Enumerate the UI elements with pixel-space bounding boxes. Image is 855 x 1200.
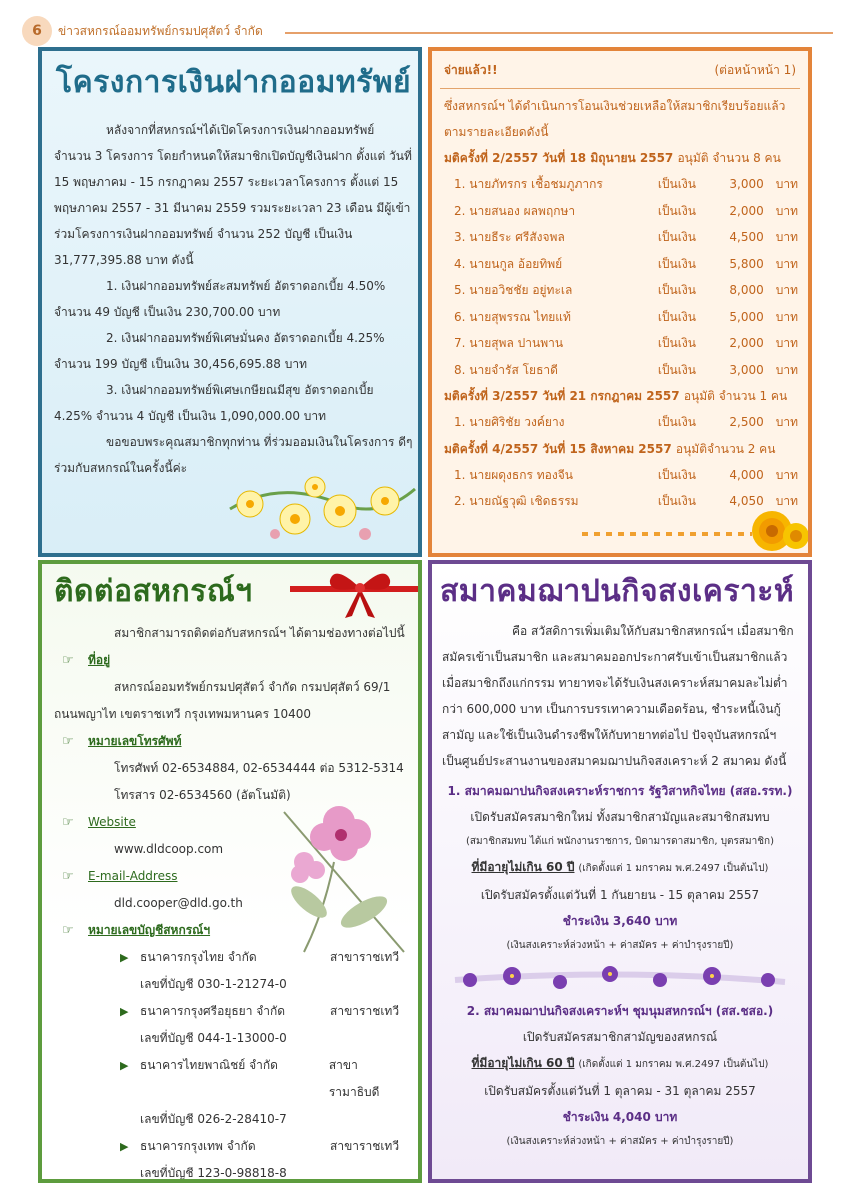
cremation-association-box <box>428 560 812 1183</box>
payment-row: 3. นายธีระ ศรีสังจพล เป็นเงิน 4,500 บาท <box>454 230 798 244</box>
bank-row: ▶ ธนาคารกรุงไทย จำกัด สาขาราชเทวี <box>54 944 408 971</box>
triangle-right-icon: ▶ <box>120 1059 129 1072</box>
association-name: 1. สมาคมฌาปนกิจสงเคราะห์ราชการ รัฐวิสาหกิจไทย (สสอ.รรท.) <box>447 784 793 798</box>
violet-flowers-icon <box>450 960 790 994</box>
resolution-heading <box>444 145 798 171</box>
account-section: ☞ หมายเลขบัญชีสหกรณ์ฯ <box>54 917 408 944</box>
phone-section: ☞ หมายเลขโทรศัพท์ <box>54 728 408 755</box>
triangle-right-icon: ▶ <box>120 1140 129 1153</box>
bank-account: เลขที่บัญชี 123-0-98818-8 <box>140 1166 287 1180</box>
bank-account: เลขที่บัญชี 026-2-28410-7 <box>140 1112 287 1126</box>
resolution-tail: อนุมัติ จำนวน 1 คน <box>683 389 788 403</box>
fee-note: (เงินสงเคราะห์ล่วงหน้า + ค่าสมัคร + ค่าบำรุงรายปี) <box>506 940 734 951</box>
registration-period: เปิดรับสมัครตั้งแต่วันที่ 1 ตุลาคม - 31 ตุลาคม 2557 <box>484 1084 756 1098</box>
marigold-icon <box>582 506 812 556</box>
pointing-hand-icon: ☞ <box>62 653 74 668</box>
paid-body <box>432 89 808 515</box>
phone-number: โทรศัพท์ 02-6534884, 02-6534444 ต่อ 5312-5314 <box>114 761 404 775</box>
payment-row: 1. นายภัทรกร เชื้อชมภูภากร เป็นเงิน 3,000 บาท <box>454 177 798 191</box>
paid-assistance-box <box>428 47 812 557</box>
payment-row: 2. นายสนอง ผลพฤกษา เป็นเงิน 2,000 บาท <box>454 203 798 218</box>
savings-body <box>54 117 414 481</box>
website-section: ☞ Website <box>54 809 408 836</box>
triangle-right-icon: ▶ <box>120 1005 129 1018</box>
address-line: ถนนพญาไท เขตราชเทวี กรุงเทพมหานคร 10400 <box>54 707 312 721</box>
header-divider <box>285 32 833 34</box>
pointing-hand-icon: ☞ <box>62 734 74 749</box>
continued-from-link: (ต่อหน้าหน้า 1) <box>714 63 796 77</box>
pointing-hand-icon: ☞ <box>62 923 74 938</box>
payment-row: 4. นายนกูล อ้อยทิพย์ เป็นเงิน 5,800 บาท <box>454 256 798 271</box>
association-name: 2. สมาคมฌาปนกิจสงเคราะห์ฯ ชุมนุมสหกรณ์ฯ (สส.ชสอ.) <box>466 1004 774 1018</box>
paid-title: จ่ายแล้ว!! <box>444 63 498 77</box>
resolution-heading <box>444 383 798 409</box>
bank-account: เลขที่บัญชี 030-1-21274-0 <box>140 977 287 991</box>
page-number: 6 <box>22 16 52 46</box>
contact-intro: สมาชิกสามารถติดต่อกับสหกรณ์ฯ ได้ตามช่องทางต่อไปนี้ <box>114 626 405 640</box>
address-line: สหกรณ์ออมทรัพย์กรมปศุสัตว์ จำกัด กรมปศุสัตว์ 69/1 <box>114 680 391 694</box>
hibiscus-flower-icon <box>264 792 414 962</box>
paid-header <box>432 51 808 80</box>
pointing-hand-icon: ☞ <box>62 869 74 884</box>
payment-row: 1. นายผดุงธกร ทองจีน เป็นเงิน 4,000 บาท <box>454 467 798 482</box>
assoc-intro: คือ สวัสดิการเพิ่มเติมให้กับสมาชิกสหกรณ์ฯ เมื่อสมาชิกสมัครเข้าเป็นสมาชิก และสมาคมออกประกาศรับเข้าเป็นสมาชิกแล้ว เมื่อสมาชิกถึงแก่กรรม ทายาทจะได้รับเงินสงเคราะห์สมาคมละไม่ต่ำกว่า 600,000 บาท เป็นการบรรเทาความเดือดร้อน, ชำระหนี้เงินกู้สามัญ และใช้เป็นเงินดำรงชีพให้กับทายาทต่อไป ปัจจุบันสหกรณ์ฯ เป็นศูนย์ประสานงานของสมาคมฌาปนกิจสงเคราะห์ 2 สมาคม ดังนี้ <box>442 624 794 768</box>
website-link[interactable]: www.dldcoop.com <box>114 842 224 856</box>
savings-item: 2. เงินฝากออมทรัพย์พิเศษมั่นคง อัตราดอกเบี้ย 4.25% จำนวน 199 บัญชี เป็นเงิน 30,456,695.88 บาท <box>54 331 385 371</box>
age-condition: ที่มีอายุไม่เกิน 60 ปี (เกิดตั้งแต่ 1 มกราคม พ.ศ.2497 เป็นต้นไป) <box>471 1056 769 1070</box>
resolution-head: มติครั้งที่ 2/2557 วันที่ 18 มิถุนายน 2557 <box>444 151 674 165</box>
email-section: ☞ E-mail-Address <box>54 863 408 890</box>
savings-project-box <box>38 47 422 557</box>
fee-amount: ชำระเงิน 3,640 บาท <box>562 914 678 928</box>
frangipani-flowers-icon <box>220 449 420 549</box>
resolution-tail: อนุมัติ จำนวน 8 คน <box>677 151 781 165</box>
savings-intro: หลังจากที่สหกรณ์ฯได้เปิดโครงการเงินฝากออมทรัพย์ จำนวน 3 โครงการ โดยกำหนดให้สมาชิกเปิดบัญชีเงินฝาก ตั้งแต่ วันที่ 15 พฤษภาคม - 15 กรกฎาคม 2557 ระยะเวลาโครงการ ตั้งแต่ 15 พฤษภาคม 2557 - 31 มีนาคม 2559 รวมระยะเวลา 23 เดือน มีผู้เข้าร่วมโครงการเงินฝากออมทรัพย์ จำนวน 252 บัญชี เป็นเงิน 31,777,395.88 บาท ดังนี้ <box>54 123 412 267</box>
pointing-hand-icon: ☞ <box>62 815 74 830</box>
payment-row: 2. นายณัฐวุฒิ เชิดธรรม เป็นเงิน 4,050 บาท <box>454 494 798 508</box>
bank-row: ▶ ธนาคารกรุงศรีอยุธยา จำกัด สาขาราชเทวี <box>54 998 408 1025</box>
fee-amount: ชำระเงิน 4,040 บาท <box>562 1110 678 1124</box>
newsletter-title: ข่าวสหกรณ์ออมทรัพย์กรมปศุสัตว์ จำกัด <box>58 23 263 38</box>
association-open: เปิดรับสมัครสมาชิกใหม่ ทั้งสมาชิกสามัญและสมาชิกสมทบ <box>470 810 770 824</box>
payment-row: 6. นายสุพรรณ ไทยแท้ เป็นเงิน 5,000 บาท <box>454 309 798 324</box>
triangle-right-icon: ▶ <box>120 951 129 964</box>
contact-box <box>38 560 422 1183</box>
savings-thanks: ขอขอบพระคุณสมาชิกทุกท่าน ที่ร่วมออมเงินในโครงการ ดีๆ ร่วมกับสหกรณ์ในครั้งนี้ค่ะ <box>54 435 413 475</box>
fax-number: โทรสาร 02-6534560 (อัตโนมัติ) <box>114 788 291 802</box>
savings-title: โครงการเงินฝากออมทรัพย์ <box>56 65 412 100</box>
contact-title: ติดต่อสหกรณ์ฯ <box>54 574 253 609</box>
registration-period: เปิดรับสมัครตั้งแต่วันที่ 1 กันยายน - 15 ตุลาคม 2557 <box>480 888 760 902</box>
payment-row: 7. นายสุพล ปานพาน เป็นเงิน 2,000 บาท <box>454 336 798 350</box>
association-open: เปิดรับสมัครสมาชิกสามัญของสหกรณ์ <box>522 1030 718 1044</box>
red-ribbon-bow-icon <box>290 566 420 622</box>
fee-note: (เงินสงเคราะห์ล่วงหน้า + ค่าสมัคร + ค่าบำรุงรายปี) <box>506 1136 734 1147</box>
address-section: ☞ ที่อยู่ <box>54 647 408 674</box>
resolution-heading <box>444 436 798 462</box>
resolution-head: มติครั้งที่ 3/2557 วันที่ 21 กรกฎาคม 2557 <box>444 389 680 403</box>
bank-account: เลขที่บัญชี 044-1-13000-0 <box>140 1031 287 1045</box>
resolution-head: มติครั้งที่ 4/2557 วันที่ 15 สิงหาคม 2557 <box>444 441 672 456</box>
payment-row: 1. นายศิริชัย วงค์ยาง เป็นเงิน 2,500 บาท <box>454 415 798 429</box>
resolution-tail: อนุมัติจำนวน 2 คน <box>675 441 776 456</box>
assoc-body <box>432 614 808 1154</box>
paid-intro: ซึ่งสหกรณ์ฯ ได้ดำเนินการโอนเงินช่วยเหลือให้สมาชิกเรียบร้อยแล้ว ตามรายละเอียดดังนี้ <box>444 99 786 139</box>
email-link[interactable]: dld.cooper@dld.go.th <box>114 896 243 910</box>
age-condition: ที่มีอายุไม่เกิน 60 ปี (เกิดตั้งแต่ 1 มกราคม พ.ศ.2497 เป็นต้นไป) <box>471 860 769 874</box>
assoc-title: สมาคมฌาปนกิจสงเคราะห์ <box>440 574 795 609</box>
association-note: (สมาชิกสมทบ ได้แก่ พนักงานราชการ, บิดามารดาสมาชิก, บุตรสมาชิก) <box>466 836 774 847</box>
payment-row: 8. นายจำรัส โยธาดี เป็นเงิน 3,000 บาท <box>454 362 798 377</box>
payment-row: 5. นายอวิชชัย อยู่ทะเล เป็นเงิน 8,000 บาท <box>454 283 798 297</box>
savings-item: 1. เงินฝากออมทรัพย์สะสมทรัพย์ อัตราดอกเบี้ย 4.50% จำนวน 49 บัญชี เป็นเงิน 230,700.00 บาท <box>54 279 386 319</box>
bank-row: ▶ ธนาคารกรุงเทพ จำกัด สาขาราชเทวี <box>54 1133 408 1160</box>
page-header <box>22 14 263 48</box>
bank-row: ▶ ธนาคารไทยพาณิชย์ จำกัด สาขารามาธิบดี <box>54 1052 408 1106</box>
savings-item: 3. เงินฝากออมทรัพย์พิเศษเกษียณมีสุข อัตราดอกเบี้ย 4.25% จำนวน 4 บัญชี เป็นเงิน 1,090,000.00 บาท <box>54 383 374 423</box>
